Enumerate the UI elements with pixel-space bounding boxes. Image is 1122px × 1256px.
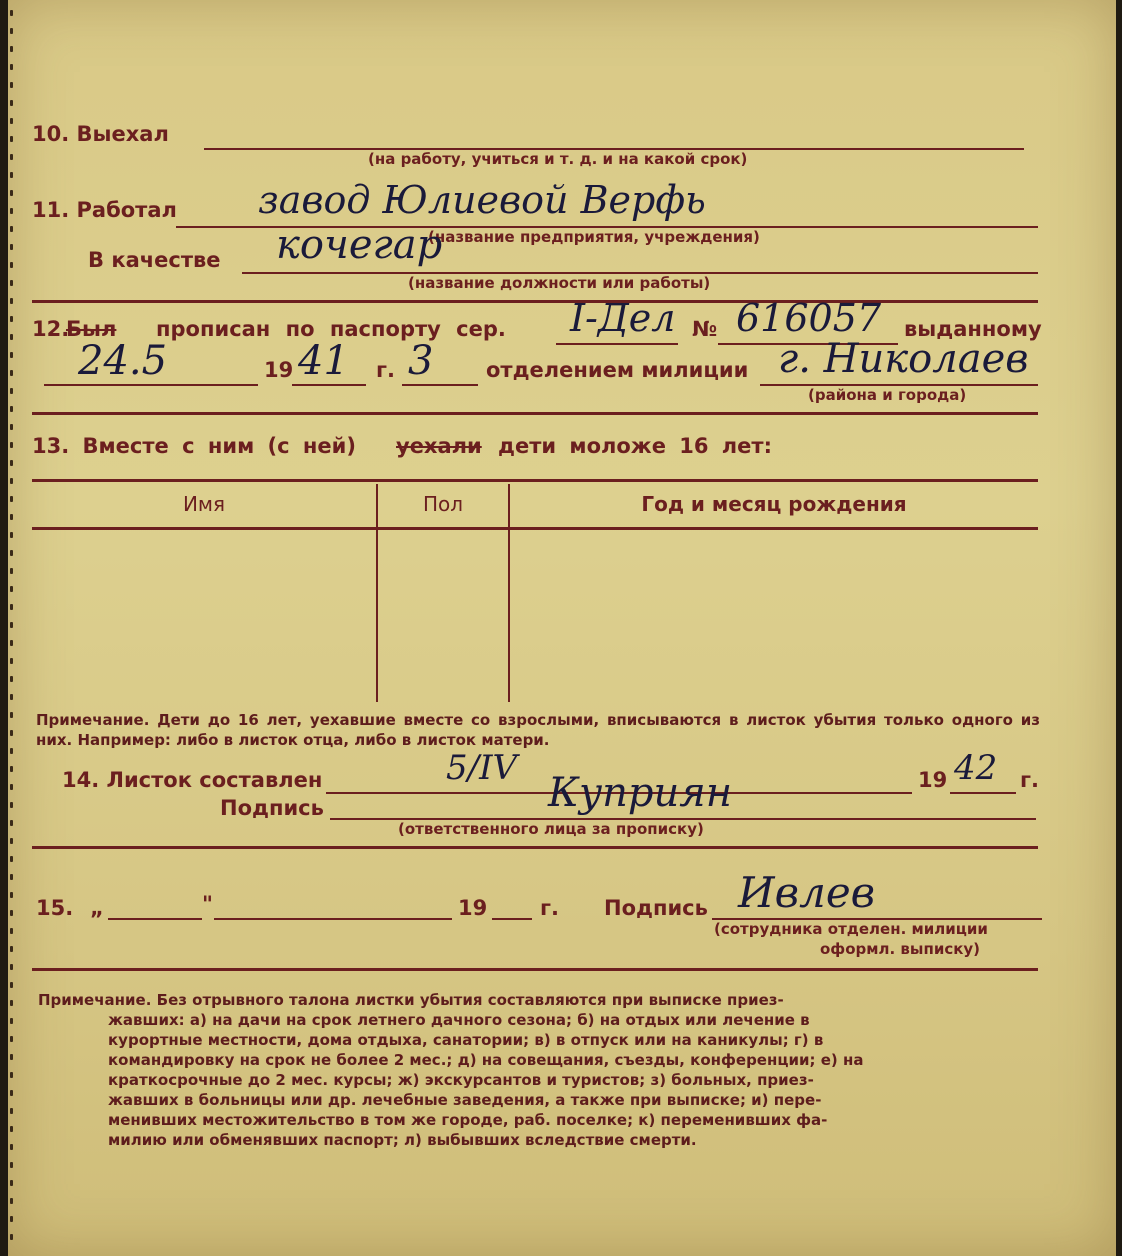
separator-3 — [32, 846, 1038, 849]
year-prefix: 19 — [264, 358, 294, 382]
year-line — [292, 384, 366, 386]
table-col-divider-2 — [508, 484, 510, 702]
number-sign: № — [692, 317, 718, 341]
position-value: кочегар — [276, 222, 443, 268]
item14-signature: Куприян — [548, 770, 733, 816]
item13-text1: 13. Вместе с ним (с ней) — [32, 434, 356, 458]
item14-year-prefix: 19 — [918, 768, 948, 792]
item13-note — [36, 710, 1040, 750]
perforation-edge — [10, 0, 18, 1256]
passport-number: 616057 — [736, 296, 882, 340]
separator-4 — [32, 968, 1038, 971]
footer-line-3: курортные местности, дома отдыха, санатории; в) в отпуск или на каникулы; г) в — [108, 1031, 824, 1049]
item14-date: 5/IV — [446, 748, 518, 788]
separator-2 — [32, 412, 1038, 415]
item13-text2: дети моложе 16 лет: — [498, 434, 772, 458]
item12-num: 12. — [32, 317, 70, 341]
item15-day-line — [108, 918, 202, 920]
item12-text: прописан по паспорту сер. — [156, 317, 506, 341]
col-name: Имя — [182, 492, 226, 516]
footer-line-6: жавших в больницы или др. лечебные заведения, а также при выписке; и) пере- — [108, 1091, 822, 1109]
footer-line-1: Без отрывного талона листки убытия составляются при выписке приез- — [156, 991, 784, 1009]
item14-label: 14. Листок составлен — [62, 768, 323, 792]
year-g: г. — [376, 358, 395, 382]
table-col-divider-1 — [376, 484, 378, 702]
item15-year-prefix: 19 — [458, 896, 488, 920]
note-label: Примечание. — [36, 711, 150, 729]
item15-sign-label: Подпись — [604, 896, 708, 920]
item15-quote-close: " — [202, 892, 213, 916]
item15-month-line — [214, 918, 452, 920]
col-birth: Год и месяц рождения — [641, 492, 907, 516]
footer-note — [38, 990, 1050, 1150]
item15-g: г. — [540, 896, 559, 920]
item11-caption1: (название предприятия, учреждения) — [428, 228, 760, 246]
table-top — [32, 479, 1038, 482]
item13-struck: уехали — [396, 434, 482, 458]
city: г. Николаев — [778, 336, 1029, 382]
footer-line-8: милию или обменявших паспорт; л) выбывших вследствие смерти. — [108, 1131, 697, 1149]
dept-line — [402, 384, 478, 386]
footer-line-4: командировку на срок не более 2 мес.; д) на совещания, съезды, конференции; е) на — [108, 1051, 864, 1069]
footer-label: Примечание. — [38, 991, 152, 1009]
item12-caption: (района и города) — [808, 386, 967, 404]
col-sex: Пол — [422, 492, 464, 516]
issued-label: выданному — [904, 317, 1042, 341]
footer-line-5: краткосрочные до 2 мес. курсы; ж) экскурсантов и туристов; з) больных, приез- — [108, 1071, 814, 1089]
position-label: В качестве — [88, 248, 221, 272]
item10-caption: (на работу, учиться и т. д. и на какой срок) — [368, 150, 748, 168]
issue-date: 24.5 — [78, 338, 168, 384]
item11-value: завод Юлиевой Верфь — [258, 178, 706, 222]
item15-caption1: (сотрудника отделен. милиции — [714, 920, 988, 938]
item14-sign-label: Подпись — [220, 796, 324, 820]
item15-signature: Ивлев — [738, 868, 876, 917]
item15-year-line — [492, 918, 532, 920]
dept-text: отделением милиции — [486, 358, 749, 382]
item11-caption2: (название должности или работы) — [408, 274, 711, 292]
footer-line-7: менивших местожительство в том же городе, раб. поселке; к) переменивших фа- — [108, 1111, 828, 1129]
year-suffix: 41 — [298, 338, 349, 384]
table-header-bottom — [32, 527, 1038, 530]
item12-struck: Был — [66, 317, 117, 341]
item15-caption2: оформл. выписку) — [820, 940, 981, 958]
form-sheet — [8, 0, 1116, 1256]
passport-series: I-Дел — [570, 296, 676, 340]
dept-number: 3 — [408, 338, 434, 384]
separator-1 — [32, 300, 1038, 303]
footer-line-2: жавших: а) на дачи на срок летнего дачного сезона; б) на отдых или лечение в — [108, 1011, 810, 1029]
item10-label: 10. Выехал — [32, 122, 169, 146]
item14-year-line — [950, 792, 1016, 794]
item15-quote-open: „ — [90, 896, 104, 920]
series-line — [556, 343, 678, 345]
item14-year-suffix: 42 — [954, 748, 998, 788]
item11-label: 11. Работал — [32, 198, 177, 222]
note-text: Дети до 16 лет, уехавшие вместе со взрослыми, вписываются в листок убытия только одного из них. Например: либо в листок отца, либо в листок матери. — [36, 711, 1040, 749]
item14-g: г. — [1020, 768, 1039, 792]
date-line — [44, 384, 258, 386]
item15-label: 15. — [36, 896, 74, 920]
item14-caption: (ответственного лица за прописку) — [398, 820, 704, 838]
